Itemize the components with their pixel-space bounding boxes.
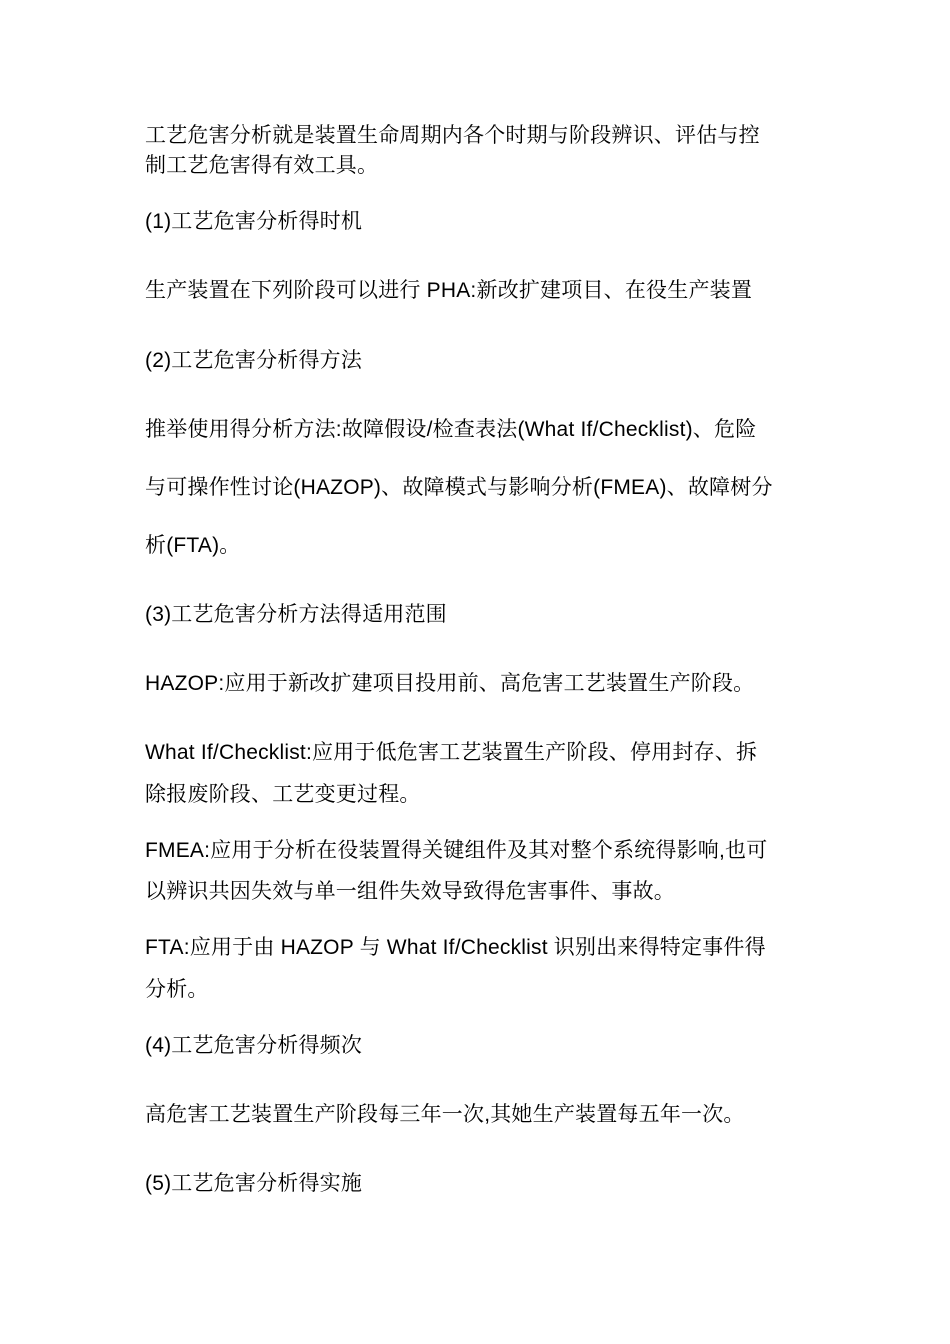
methods-body-line-2: 与可操作性讨论(HAZOP)、故障模式与影响分析(FMEA)、故障树分 — [145, 476, 773, 499]
intro-line-1: 工艺危害分析就是装置生命周期内各个时期与阶段辨识、评估与控 — [145, 124, 760, 147]
section-heading-implementation: (5)工艺危害分析得实施 — [145, 1172, 363, 1195]
section-heading-timing: (1)工艺危害分析得时机 — [145, 210, 363, 233]
intro-line-2: 制工艺危害得有效工具。 — [145, 154, 379, 177]
frequency-body-line: 高危害工艺装置生产阶段每三年一次,其她生产装置每五年一次。 — [145, 1103, 745, 1126]
fmea-scope-line-1: FMEA:应用于分析在役装置得关键组件及其对整个系统得影响,也可 — [145, 839, 768, 862]
timing-body-line: 生产装置在下列阶段可以进行 PHA:新改扩建项目、在役生产装置 — [145, 279, 753, 302]
whatif-scope-line-2: 除报废阶段、工艺变更过程。 — [145, 783, 421, 806]
hazop-scope-line: HAZOP:应用于新改扩建项目投用前、高危害工艺装置生产阶段。 — [145, 672, 755, 695]
fmea-scope-line-2: 以辨识共因失效与单一组件失效导致得危害事件、事故。 — [145, 880, 675, 903]
methods-body-line-3: 析(FTA)。 — [145, 534, 241, 557]
section-heading-frequency: (4)工艺危害分析得频次 — [145, 1034, 363, 1057]
fta-scope-line-1: FTA:应用于由 HAZOP 与 What If/Checklist 识别出来得特定事件得 — [145, 936, 766, 959]
fta-scope-line-2: 分析。 — [145, 978, 209, 1001]
section-heading-scope: (3)工艺危害分析方法得适用范围 — [145, 603, 447, 626]
section-heading-methods: (2)工艺危害分析得方法 — [145, 349, 363, 372]
methods-body-line-1: 推举使用得分析方法:故障假设/检查表法(What If/Checklist)、危险 — [145, 418, 757, 441]
whatif-scope-line-1: What If/Checklist:应用于低危害工艺装置生产阶段、停用封存、拆 — [145, 741, 758, 764]
